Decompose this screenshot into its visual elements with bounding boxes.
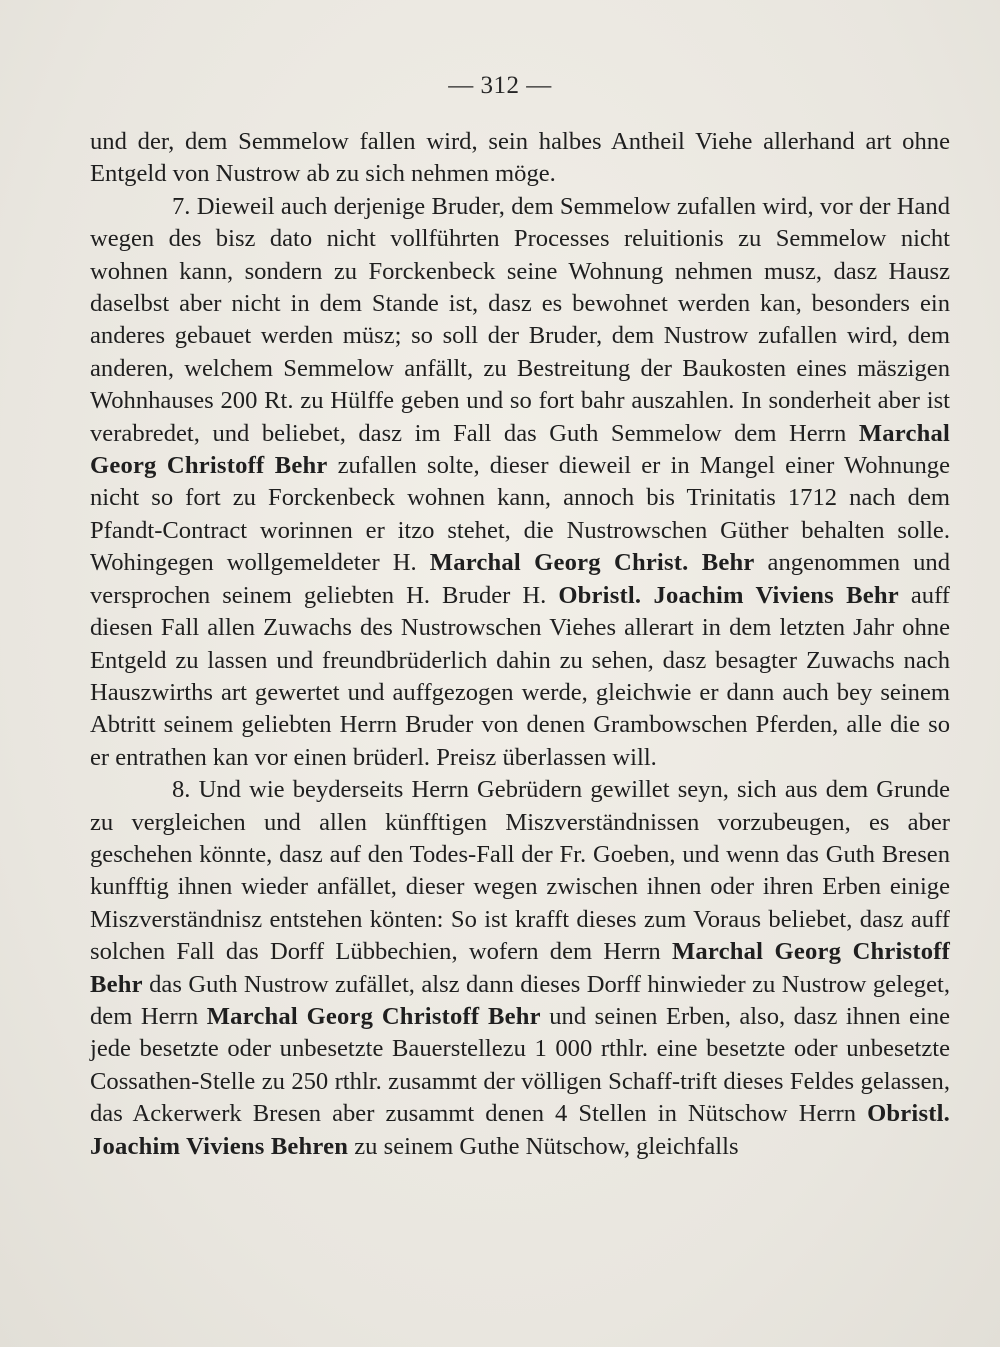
name-marchal-georg-christoff-behr: Marchal Georg Christoff Behr (90, 938, 950, 998)
name-obristl-joachim-viviens-behren: Obristl. Joachim Viviens Behren (90, 1100, 950, 1160)
name-marchal-georg-christoff-behr: Marchal Georg Christoff Behr (206, 1002, 541, 1030)
body-text (90, 126, 950, 1163)
paragraph-7 (90, 191, 950, 774)
name-obristl-joachim-viviens-behr: Obristl. Joachim Viviens Behr (558, 581, 899, 609)
text-segment: auff diesen Fall allen Zuwachs des Nustrowschen Viehes allerart in dem letzten Jahr ohne Entgeld zu lassen und freundbrüderlich dahin zu sehen, dasz besagter Zuwachs nach Hauszwirths art gewertet und auffgezogen werde, gleichwie er dann auch bey seinem Abtritt seinem geliebten Herrn Bruder von denen Grambowschen Pferden, alle die so er entrathen kan vor einen brüderl. Preisz überlassen will. (90, 581, 950, 771)
text-segment: das Guth Nustrow zufället, alsz dann dieses Dorff hinwieder zu Nustrow geleget, dem Herrn (90, 970, 950, 1030)
text-segment: 7. Dieweil auch derjenige Bruder, dem Semmelow zufallen wird, vor der Hand wegen des bisz dato nicht vollführten Processes reluitionis zu Semmelow nicht wohnen kann, sondern zu Forckenbeck seine Wohnung nehmen musz, dasz Hausz daselbst aber nicht in dem Stande ist, dasz es bewohnet werden kan, besonders ein anderes gebauet werden müsz; so soll der Bruder, dem Nustrow zufallen wird, dem anderen, welchem Semmelow anfällt, zu Bestreitung der Baukosten eines mäszigen Wohnhauses 200 Rt. zu Hülffe geben und so fort bahr auszahlen. In sonderheit aber ist verabredet, und beliebet, dasz im Fall das Guth Semmelow dem Herrn (90, 192, 950, 447)
text-segment: zufallen solte, dieser dieweil er in Mangel einer Wohnunge nicht so fort zu Forckenbeck wohnen kann, annoch bis Trinitatis 1712 nach dem Pfandt-Contract worinnen er itzo stehet, die Nustrowschen Güther behalten solle. Wohingegen wollgemeldeter H. (90, 452, 950, 577)
name-marchal-georg-christ-behr: Marchal Georg Christ. Behr (429, 549, 755, 577)
page-number: — 312 — (448, 72, 552, 99)
text-segment: angenommen und versprochen seinem geliebten H. Bruder H. (90, 549, 950, 609)
text-segment: zu seinem Guthe Nütschow, gleichfalls (348, 1132, 739, 1160)
paragraph-8 (90, 774, 950, 1163)
text-segment: und der, dem Semmelow fallen wird, sein halbes Antheil Viehe allerhand art ohne Entgeld von Nustrow ab zu sich nehmen möge. (90, 128, 950, 188)
text-segment: und seinen Erben, also, dasz ihnen eine jede besetzte oder unbesetzte Bauerstellezu 1 000 rthlr. eine besetzte oder unbesetzte Cossathen-Stelle zu 250 rthlr. zusammt der völligen Schaff-trift dieses Feldes gelassen, das Ackerwerk Bresen aber zusammt denen 4 Stellen in Nütschow Herrn (90, 1002, 951, 1128)
paragraph-continuation (90, 126, 950, 191)
name-marchal-georg-christoff-behr: Marchal Georg Christoff Behr (90, 419, 950, 480)
text-segment: 8. Und wie beyderseits Herrn Gebrüdern gewillet seyn, sich aus dem Grunde zu vergleichen und allen künfftigen Miszverständnissen vorzubeugen, es aber geschehen könnte, dasz auf den Todes-Fall der Fr. Goeben, und wenn das Guth Bresen kunfftig ihnen wieder anfället, dieser wegen zwischen ihnen oder ihren Erben einige Miszverständnisz entstehen könten: So ist krafft dieses zum Voraus beliebet, dasz auff solchen Fall das Dorff Lübbechien, wofern dem Herrn (90, 776, 950, 966)
